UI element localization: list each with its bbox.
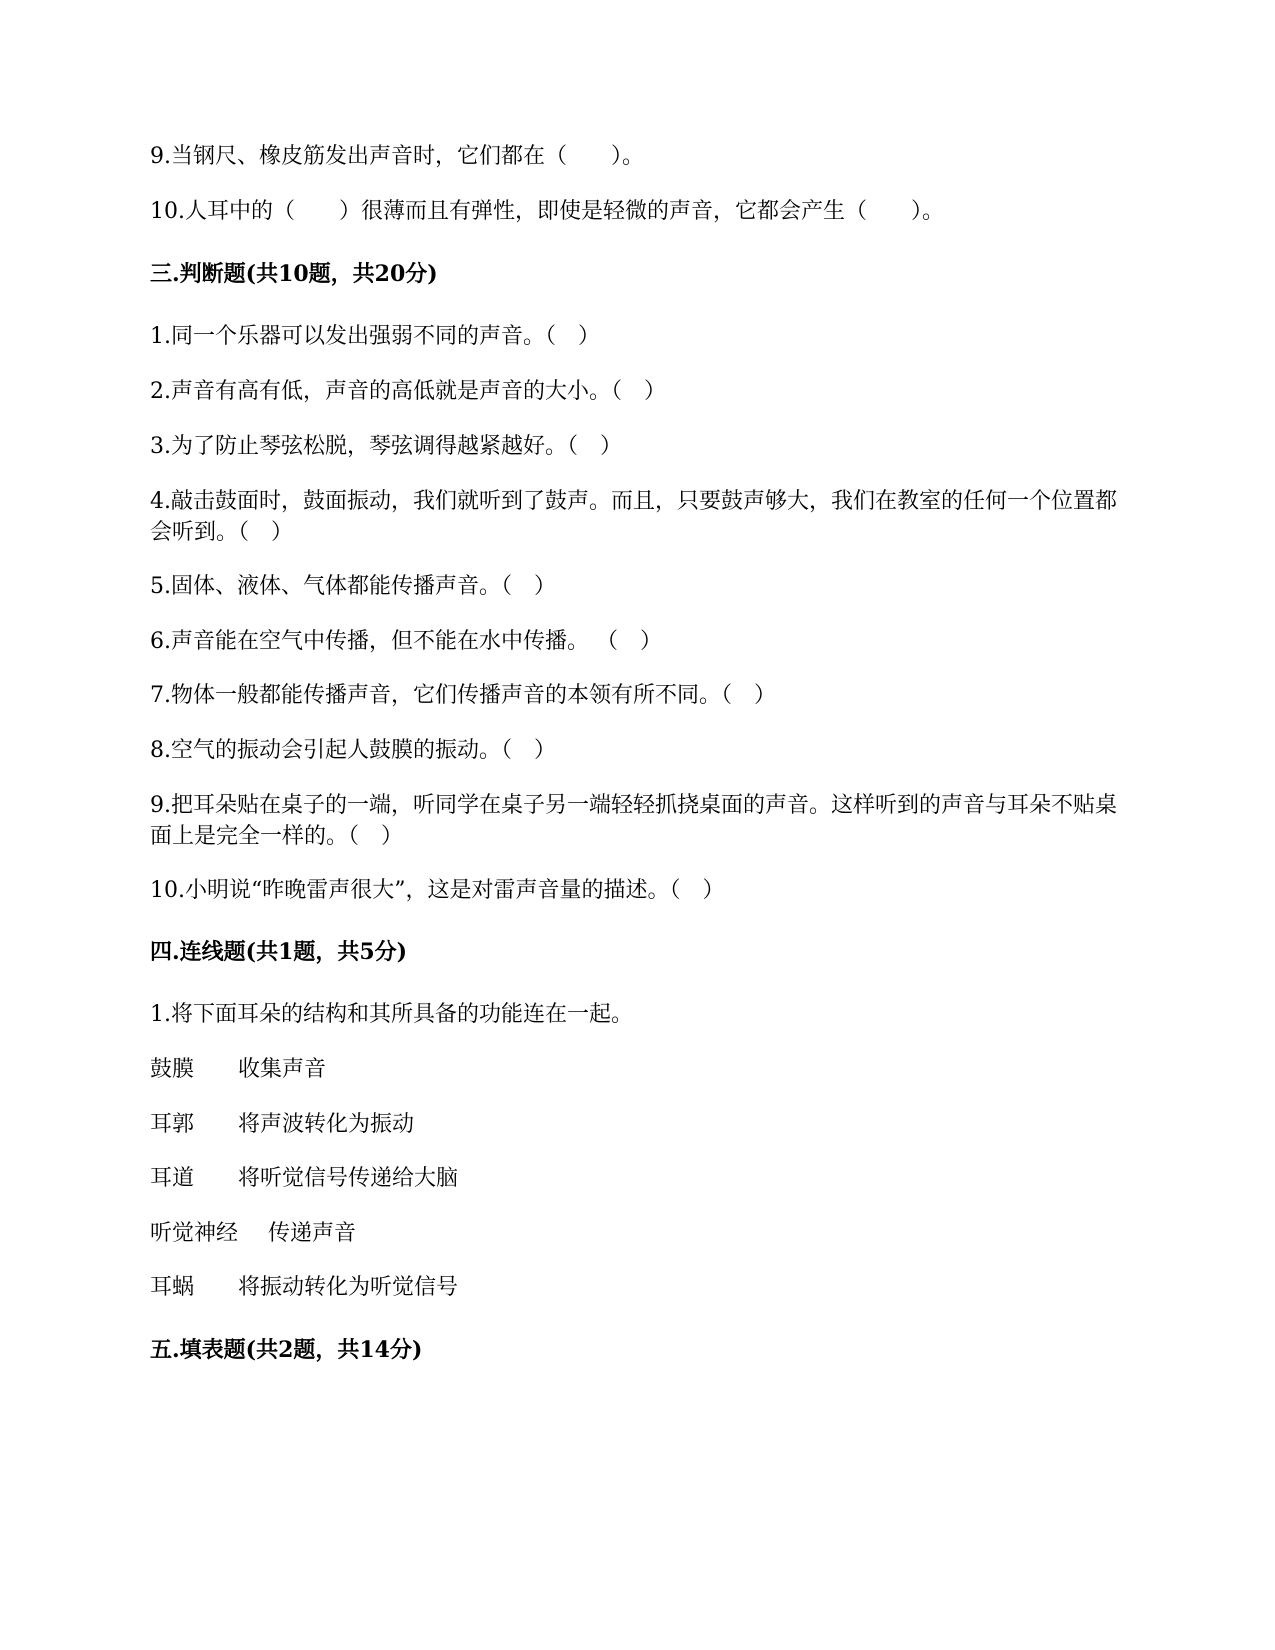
judge-question-10: 10.小明说“昨晚雷声很大”，这是对雷声音量的描述。（ ） (150, 878, 725, 903)
match-function: 将声波转化为振动 (238, 1112, 415, 1137)
match-function: 传递声音 (268, 1221, 357, 1246)
judge-question-2: 2.声音有高有低，声音的高低就是声音的大小。（ ） (150, 379, 666, 404)
judge-question-7: 7.物体一般都能传播声音，它们传播声音的本领有所不同。（ ） (150, 683, 776, 708)
match-function: 将听觉信号传递给大脑 (238, 1166, 459, 1191)
judge-question-4: 4.敲击鼓面时，鼓面振动，我们就听到了鼓声。而且，只要鼓声够大，我们在教室的任何一个位置都会听到。（ ） (150, 489, 1117, 545)
section-heading-judge: 三.判断题(共10题，共20分) (150, 261, 438, 287)
match-term: 鼓膜 (150, 1057, 195, 1082)
match-term: 听觉神经 (150, 1221, 239, 1246)
section-heading-match: 四.连线题(共1题，共5分) (150, 939, 408, 965)
match-row (150, 1109, 415, 1140)
judge-question-3: 3.为了防止琴弦松脱，琴弦调得越紧越好。（ ） (150, 434, 622, 459)
match-term: 耳道 (150, 1166, 195, 1191)
match-function: 收集声音 (238, 1057, 327, 1082)
match-row (150, 1163, 459, 1194)
judge-question-5: 5.固体、液体、气体都能传播声音。（ ） (150, 574, 556, 599)
match-row (150, 1272, 459, 1303)
fill-question-9: 9.当钢尺、橡皮筋发出声音时，它们都在（ ）。 (150, 144, 644, 169)
match-term: 耳蜗 (150, 1275, 195, 1300)
fill-question-10: 10.人耳中的（ ）很薄而且有弹性，即使是轻微的声音，它都会产生（ ）。 (150, 199, 944, 224)
judge-question-9: 9.把耳朵贴在桌子的一端，听同学在桌子另一端轻轻抓挠桌面的声音。这样听到的声音与耳朵不贴桌面上是完全一样的。（ ） (150, 793, 1117, 849)
match-function: 将振动转化为听觉信号 (238, 1275, 459, 1300)
judge-question-1: 1.同一个乐器可以发出强弱不同的声音。（ ） (150, 324, 600, 349)
match-term: 耳郭 (150, 1112, 195, 1137)
match-row (150, 1054, 327, 1085)
document-page (150, 0, 1130, 1650)
match-row (150, 1218, 357, 1249)
judge-question-6: 6.声音能在空气中传播，但不能在水中传播。 （ ） (150, 629, 662, 654)
judge-question-8: 8.空气的振动会引起人鼓膜的振动。（ ） (150, 738, 556, 763)
section-heading-table: 五.填表题(共2题，共14分) (150, 1337, 423, 1363)
match-question: 1.将下面耳朵的结构和其所具备的功能连在一起。 (150, 1002, 633, 1027)
